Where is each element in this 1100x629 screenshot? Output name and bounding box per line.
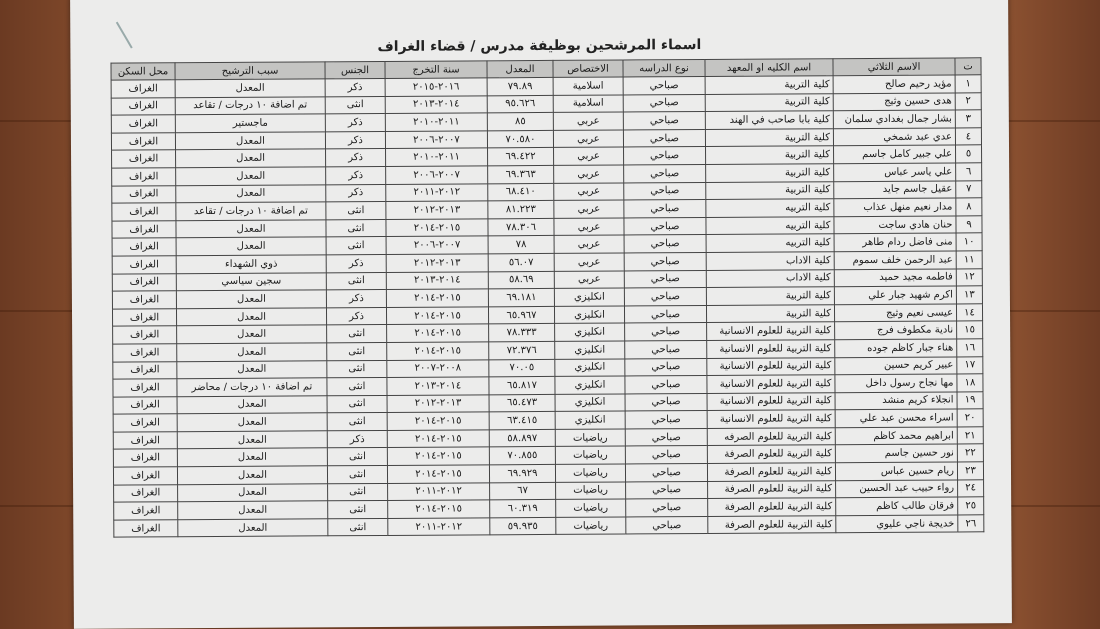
table-cell: كلية الاداب	[706, 269, 834, 287]
table-cell: ٢٠١٥-٢٠١٤	[387, 324, 489, 342]
table-cell: ٦٩.٩٢٩	[489, 464, 555, 482]
table-cell: ٢٠١٥-٢٠١٤	[387, 412, 489, 430]
table-cell: الغراف	[112, 150, 176, 168]
table-cell: ٥٩.٩٣٥	[490, 517, 556, 535]
table-cell: صباحي	[625, 464, 707, 482]
table-cell: سجين سياسي	[176, 272, 326, 291]
table-cell: ٦٠.٣١٩	[490, 500, 556, 518]
table-cell: المعدل	[175, 132, 325, 151]
table-cell: تم اضافة ١٠ درجات / تقاعد	[176, 202, 326, 221]
table-cell: ٩٥.٦٢٦	[487, 95, 553, 113]
table-cell: كلية التربية للعلوم الصرفه	[707, 428, 835, 446]
table-cell: نادية مكطوف فرج	[835, 321, 957, 339]
table-cell: اكرم شهيد جبار علي	[834, 286, 956, 304]
table-cell: ٢٠١١-٢٠١٠	[385, 113, 487, 131]
table-cell: ذكر	[326, 166, 386, 184]
table-cell: صباحي	[623, 94, 705, 112]
table-cell: صباحي	[626, 499, 708, 517]
table-cell: الغراف	[111, 115, 175, 133]
column-header: ت	[955, 58, 981, 75]
table-cell: ٧	[956, 180, 982, 198]
table-cell: الغراف	[113, 432, 177, 450]
table-cell: ١١	[956, 251, 982, 269]
table-cell: ٦٥.٤٧٣	[489, 394, 555, 412]
table-cell: ٦٨.٤١٠	[488, 183, 554, 201]
table-cell: ماجستير	[175, 114, 325, 133]
table-cell: كلية التربية	[705, 93, 833, 111]
table-cell: الغراف	[112, 220, 176, 238]
table-cell: عربي	[554, 235, 624, 253]
table-cell: صباحي	[624, 235, 706, 253]
table-cell: ٨١.٢٢٣	[488, 201, 554, 219]
table-cell: الغراف	[113, 414, 177, 432]
table-cell: ٢٠١٥-٢٠١٤	[387, 342, 489, 360]
table-cell: ذكر	[326, 149, 386, 167]
table-cell: ٢٤	[958, 479, 984, 497]
table-cell: ١٤	[956, 304, 982, 322]
table-cell: الغراف	[113, 326, 177, 344]
table-cell: اسراء محسن عبد علي	[835, 409, 957, 427]
table-cell: صباحي	[625, 446, 707, 464]
table-cell: مدار نعيم منهل عذاب	[834, 198, 956, 216]
table-cell: ٥	[956, 145, 982, 163]
table-cell: الغراف	[111, 133, 175, 151]
table-cell: مها نجاح رسول داخل	[835, 374, 957, 392]
table-cell: ٧٠.٥٨٠	[487, 130, 553, 148]
column-header: محل السكن	[111, 63, 175, 80]
table-cell: عبد الرحمن خلف سموم	[834, 251, 956, 269]
table-cell: ١٢	[956, 268, 982, 286]
table-cell: عقيل جاسم جايد	[834, 181, 956, 199]
table-cell: عربي	[554, 218, 624, 236]
table-cell: المعدل	[176, 167, 326, 186]
table-cell: المعدل	[177, 413, 327, 432]
column-header: سنة التخرج	[385, 61, 487, 79]
table-cell: رياضيات	[555, 464, 625, 482]
table-cell: ٥٨.٦٩	[488, 271, 554, 289]
table-cell: ٢٠١٣-٢٠١٢	[386, 201, 488, 219]
table-cell: صباحي	[625, 376, 707, 394]
table-cell: انثى	[327, 413, 387, 431]
table-cell: ٢٠١٢-٢٠١١	[388, 518, 490, 536]
table-cell: منى فاضل ردام طاهر	[834, 233, 956, 251]
table-cell: الغراف	[114, 502, 178, 520]
table-cell: المعدل	[177, 395, 327, 414]
table-cell: انثى	[327, 342, 387, 360]
table-cell: صباحي	[623, 129, 705, 147]
table-cell: ٢٠١٢-٢٠١١	[386, 183, 488, 201]
table-cell: المعدل	[177, 431, 327, 450]
table-cell: كلية التربية للعلوم الانسانية	[707, 357, 835, 375]
table-cell: عربي	[553, 112, 623, 130]
table-cell: ٦٩.١٨١	[488, 289, 554, 307]
table-cell: ٨	[956, 198, 982, 216]
table-cell: ذكر	[325, 131, 385, 149]
table-cell: كلية التربية للعلوم الانسانية	[707, 392, 835, 410]
table-cell: الغراف	[112, 203, 176, 221]
table-cell: كلية التربية	[705, 76, 833, 94]
table-cell: عربي	[554, 183, 624, 201]
table-cell: صباحي	[624, 182, 706, 200]
page-title: اسماء المرشحين بوظيفة مدرس / قضاء الغراف	[377, 37, 702, 55]
table-cell: الغراف	[112, 273, 176, 291]
table-cell: مؤيد رحيم صالح	[833, 75, 955, 93]
table-cell: ٢٠١٣-٢٠١٢	[386, 254, 488, 272]
table-cell: المعدل	[177, 448, 327, 467]
table-cell: بشار جمال بغدادي سلمان	[833, 110, 955, 128]
table-cell: كلية التربية للعلوم الانسانية	[707, 375, 835, 393]
table-cell: عربي	[554, 200, 624, 218]
table-cell: كلية التربيه	[706, 234, 834, 252]
table-cell: انثى	[327, 395, 387, 413]
table-cell: ذكر	[325, 78, 385, 96]
table-body	[111, 75, 984, 538]
table-cell: كلية التربية	[705, 128, 833, 146]
table-cell: اسلامية	[553, 77, 623, 95]
table-cell: صباحي	[624, 164, 706, 182]
table-cell: عربي	[554, 165, 624, 183]
table-cell: الغراف	[112, 291, 176, 309]
table-cell: انجلاء كريم منشد	[835, 392, 957, 410]
table-cell: ١٩	[957, 391, 983, 409]
table-cell: هدى حسين وثيج	[833, 93, 955, 111]
table-cell: كلية التربية للعلوم الانسانية	[707, 410, 835, 428]
table-cell: ١٨	[957, 374, 983, 392]
table-cell: ٧٨	[488, 236, 554, 254]
table-cell: انثى	[326, 202, 386, 220]
table-cell: انثى	[328, 483, 388, 501]
table-cell: ٦٣.٤١٥	[489, 412, 555, 430]
table-cell: رياضيات	[556, 499, 626, 517]
table-cell: كلية التربية للعلوم الانسانية	[707, 340, 835, 358]
table-cell: ٢٠١٤-٢٠١٣	[385, 95, 487, 113]
table-cell: عربي	[554, 271, 624, 289]
table-cell: رواء حبيب عبد الحسين	[836, 480, 958, 498]
table-cell: صباحي	[626, 481, 708, 499]
table-cell: انكليزي	[555, 323, 625, 341]
table-cell: انكليزي	[555, 411, 625, 429]
table-cell: المعدل	[177, 466, 327, 485]
table-cell: انكليزي	[554, 306, 624, 324]
table-cell: كلية التربية للعلوم الصرفة	[708, 498, 836, 516]
table-cell: خديجة ناجي عليوي	[836, 515, 958, 533]
table-cell: علي ياسر عباس	[834, 163, 956, 181]
table-cell: ٢٠١٥-٢٠١٤	[388, 500, 490, 518]
table-cell: صباحي	[625, 358, 707, 376]
table-cell: ٢٦	[958, 515, 984, 533]
table-cell: ٢٠	[957, 409, 983, 427]
table-cell: الغراف	[114, 484, 178, 502]
table-cell: ابراهيم محمد كاظم	[835, 427, 957, 445]
table-cell: كلية الاداب	[706, 252, 834, 270]
table-cell: كلية التربية للعلوم الصرفة	[707, 463, 835, 481]
table-cell: ٦٩.٤٢٢	[488, 148, 554, 166]
table-cell: الغراف	[112, 185, 176, 203]
table-cell: ٧٠.٠٥	[489, 359, 555, 377]
table-cell: ذوي الشهداء	[176, 255, 326, 274]
table-cell: ٦٥.٩٦٧	[488, 306, 554, 324]
table-cell: صباحي	[624, 288, 706, 306]
table-cell: ٢٠١٤-٢٠١٣	[386, 271, 488, 289]
table-cell: كلية بابا صاحب في الهند	[705, 111, 833, 129]
table-cell: ذكر	[326, 254, 386, 272]
table-cell: ٧٠.٨٥٥	[489, 447, 555, 465]
table-cell: تم اضافة ١٠ درجات / تقاعد	[175, 96, 325, 115]
table-cell: صباحي	[625, 411, 707, 429]
table-cell: المعدل	[177, 325, 327, 344]
table-cell: الغراف	[111, 97, 175, 115]
table-cell: صباحي	[624, 252, 706, 270]
table-cell: ذكر	[326, 184, 386, 202]
table-cell: صباحي	[624, 217, 706, 235]
table-cell: المعدل	[176, 220, 326, 239]
table-cell: ١	[955, 75, 981, 93]
table-cell: صباحي	[625, 393, 707, 411]
table-cell: انثى	[327, 360, 387, 378]
table-cell: ٢	[955, 92, 981, 110]
table-cell: كلية التربية	[706, 181, 834, 199]
table-cell: ٢٣	[957, 462, 983, 480]
table-cell: ٢٠١٥-٢٠١٤	[387, 430, 489, 448]
table-cell: نور حسين جاسم	[835, 444, 957, 462]
table-cell: الغراف	[111, 80, 175, 98]
table-cell: ٤	[955, 128, 981, 146]
table-cell: الغراف	[113, 361, 177, 379]
table-cell: اسلامية	[553, 95, 623, 113]
table-cell: هناء جبار كاظم جوده	[835, 339, 957, 357]
table-cell: الغراف	[113, 344, 177, 362]
table-cell: ٢٠١٣-٢٠١٢	[387, 395, 489, 413]
table-cell: انكليزي	[554, 288, 624, 306]
table-cell: الغراف	[112, 238, 176, 256]
table-cell: المعدل	[176, 237, 326, 256]
table-cell: عيسى نعيم وثيج	[834, 304, 956, 322]
column-header: الاختصاص	[553, 60, 623, 77]
table-cell: المعدل	[176, 290, 326, 309]
table-cell: ٢٢	[957, 444, 983, 462]
table-cell: ٩	[956, 216, 982, 234]
table-cell: المعدل	[176, 184, 326, 203]
table-cell: المعدل	[177, 343, 327, 362]
table-cell: صباحي	[625, 340, 707, 358]
table-cell: الغراف	[113, 379, 177, 397]
table-cell: كلية التربية للعلوم الصرفة	[708, 480, 836, 498]
table-cell: ذكر	[327, 430, 387, 448]
table-cell: انكليزي	[555, 394, 625, 412]
table-cell: انثى	[325, 96, 385, 114]
table-cell: ٦٩.٣٦٣	[488, 165, 554, 183]
column-header: اسم الكليه او المعهد	[705, 59, 833, 77]
table-cell: ٧٨.٣٠٦	[488, 218, 554, 236]
table-cell: ٢١	[957, 427, 983, 445]
document-paper	[70, 0, 1012, 629]
column-header: نوع الدراسه	[623, 59, 705, 77]
table-cell: الغراف	[112, 256, 176, 274]
table-cell: ٢٠٠٧-٢٠٠٦	[385, 131, 487, 149]
table-cell: الغراف	[112, 308, 176, 326]
column-header: سبب الترشيح	[175, 62, 325, 80]
table-cell: كلية التربية للعلوم الصرفة	[707, 445, 835, 463]
table-cell: ذكر	[326, 307, 386, 325]
table-cell: ١٣	[956, 286, 982, 304]
table-cell: رياضيات	[556, 482, 626, 500]
table-cell: انثى	[326, 237, 386, 255]
table-cell: ٥٨.٨٩٧	[489, 429, 555, 447]
table-cell: ٢٥	[958, 497, 984, 515]
table-cell: ٧٢.٣٧٦	[489, 341, 555, 359]
table-cell: انثى	[327, 466, 387, 484]
table-cell: ٥٦.٠٧	[488, 253, 554, 271]
table-cell: كلية التربية	[706, 146, 834, 164]
table-cell: المعدل	[178, 519, 328, 538]
table-cell: عدي عبد شمخي	[833, 128, 955, 146]
table-cell: صباحي	[624, 147, 706, 165]
table-cell: المعدل	[176, 308, 326, 327]
table-cell: رياضيات	[555, 446, 625, 464]
table-cell: صباحي	[623, 112, 705, 130]
candidates-table	[110, 57, 984, 538]
table-cell: الغراف	[113, 396, 177, 414]
table-cell: ١٥	[957, 321, 983, 339]
table-cell: تم اضافة ١٠ درجات / محاضر	[177, 378, 327, 397]
table-cell: انثى	[326, 272, 386, 290]
table-cell: المعدل	[175, 79, 325, 98]
table-cell: فاطمه مجيد حميد	[834, 268, 956, 286]
table-cell: رياضيات	[555, 429, 625, 447]
table-cell: الغراف	[113, 449, 177, 467]
table-cell: فرقان طالب كاظم	[836, 497, 958, 515]
table-cell: ٦٥.٨١٧	[489, 377, 555, 395]
table-cell: صباحي	[625, 428, 707, 446]
table-cell: ٢٠١٥-٢٠١٤	[387, 465, 489, 483]
table-cell: الغراف	[112, 168, 176, 186]
column-header: الاسم الثلاثي	[833, 58, 955, 76]
table-cell: صباحي	[624, 200, 706, 218]
table-cell: ٧٩.٨٩	[487, 77, 553, 95]
table-cell: ٢٠١١-٢٠١٠	[386, 148, 488, 166]
table-cell: ٢٠١٤-٢٠١٣	[387, 377, 489, 395]
table-cell: ٢٠١٦-٢٠١٥	[385, 78, 487, 96]
table-cell: ٢٠٠٧-٢٠٠٦	[386, 166, 488, 184]
table-cell: ٨٥	[487, 113, 553, 131]
table-cell: ٢٠٠٨-٢٠٠٧	[387, 359, 489, 377]
table-cell: ٧٨.٣٣٣	[489, 324, 555, 342]
table-cell: كلية التربية	[706, 287, 834, 305]
table-cell: ذكر	[325, 114, 385, 132]
table-cell: عربي	[553, 130, 623, 148]
table-cell: انكليزي	[555, 358, 625, 376]
table-cell: كلية التربيه	[706, 216, 834, 234]
table-cell: انكليزي	[555, 376, 625, 394]
table-cell: حنان هادي ساجت	[834, 216, 956, 234]
table-cell: ٦٧	[490, 482, 556, 500]
table-cell: ١٧	[957, 356, 983, 374]
table-cell: ١٠	[956, 233, 982, 251]
table-cell: صباحي	[625, 323, 707, 341]
table-cell: الغراف	[113, 467, 177, 485]
table-cell: انثى	[327, 378, 387, 396]
table-cell: انكليزي	[555, 341, 625, 359]
table-cell: ٢٠١٥-٢٠١٤	[386, 307, 488, 325]
table-cell: كلية التربية	[706, 164, 834, 182]
table-cell: ريام حسين عباس	[835, 462, 957, 480]
table-cell: عبير كريم حسين	[835, 356, 957, 374]
table-cell: ٢٠٠٧-٢٠٠٦	[386, 236, 488, 254]
table-cell: ٣	[955, 110, 981, 128]
table-cell: صباحي	[623, 76, 705, 94]
table-cell: انثى	[327, 448, 387, 466]
table-cell: ذكر	[326, 290, 386, 308]
table-cell: كلية التربية للعلوم الصرفة	[708, 516, 836, 534]
table-cell: ٦	[956, 163, 982, 181]
table-cell: صباحي	[624, 305, 706, 323]
column-header: الجنس	[325, 61, 385, 78]
table-cell: المعدل	[177, 360, 327, 379]
table-cell: عربي	[554, 253, 624, 271]
table-cell: انثى	[328, 501, 388, 519]
table-cell: عربي	[554, 147, 624, 165]
table-cell: ٢٠١٥-٢٠١٤	[386, 219, 488, 237]
table-cell: ٢٠١٢-٢٠١١	[388, 482, 490, 500]
table-cell: انثى	[328, 518, 388, 536]
table-cell: كلية التربية للعلوم الانسانية	[707, 322, 835, 340]
table-cell: المعدل	[178, 483, 328, 502]
table-cell: انثى	[326, 219, 386, 237]
table-cell: ٢٠١٥-٢٠١٤	[386, 289, 488, 307]
table-cell: صباحي	[626, 516, 708, 534]
table-cell: رياضيات	[556, 517, 626, 535]
table-cell: المعدل	[178, 501, 328, 520]
table-cell: انثى	[327, 325, 387, 343]
table-cell: المعدل	[176, 149, 326, 168]
table-cell: صباحي	[624, 270, 706, 288]
table-cell: ١٦	[957, 339, 983, 357]
table-cell: علي جبير كامل جاسم	[834, 145, 956, 163]
table-cell: ٢٠١٥-٢٠١٤	[387, 447, 489, 465]
column-header: المعدل	[487, 60, 553, 77]
table-cell: الغراف	[114, 520, 178, 538]
table-cell: كلية التربية	[706, 304, 834, 322]
table-cell: كلية التربيه	[706, 199, 834, 217]
